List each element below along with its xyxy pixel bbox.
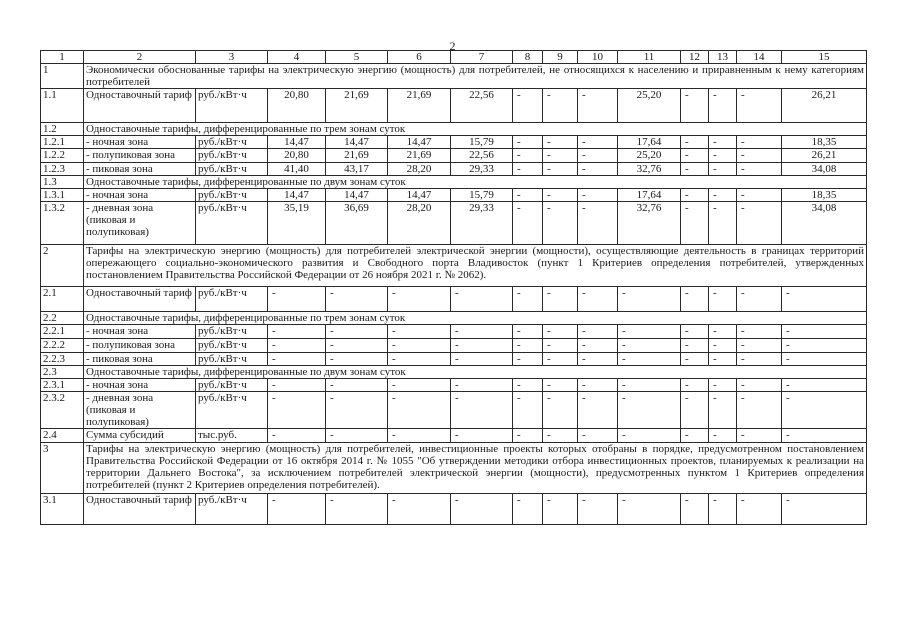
tariff-value: - bbox=[709, 339, 737, 353]
tariff-value: - bbox=[681, 339, 709, 353]
unit: руб./кВт·ч bbox=[196, 189, 268, 202]
tariff-value: - bbox=[578, 379, 618, 392]
tariff-value: - bbox=[513, 325, 543, 339]
tariff-value: - bbox=[513, 202, 543, 245]
tariff-value: 15,79 bbox=[451, 136, 513, 149]
tariff-value: 22,56 bbox=[451, 149, 513, 163]
section-row bbox=[41, 245, 867, 287]
tariff-value: - bbox=[451, 429, 513, 443]
tariff-value: - bbox=[782, 379, 867, 392]
tariff-name: - полупиковая зона bbox=[84, 149, 196, 163]
tariff-value: - bbox=[618, 392, 681, 429]
tariff-value: - bbox=[543, 136, 578, 149]
section-row bbox=[41, 123, 867, 136]
tariff-value: - bbox=[578, 149, 618, 163]
tariff-value: - bbox=[737, 339, 782, 353]
tariff-value: - bbox=[543, 379, 578, 392]
tariff-value: 25,20 bbox=[618, 89, 681, 123]
tariff-value: - bbox=[681, 392, 709, 429]
tariff-value: - bbox=[578, 392, 618, 429]
tariff-name: - пиковая зона bbox=[84, 353, 196, 366]
tariff-value: - bbox=[543, 89, 578, 123]
row-number: 1 bbox=[41, 64, 84, 89]
section-title: Одноставочные тарифы, дифференцированные по двум зонам суток bbox=[84, 176, 867, 189]
tariff-value: - bbox=[782, 325, 867, 339]
tariff-value: - bbox=[543, 494, 578, 525]
section-title: Тарифы на электрическую энергию (мощность) для потребителей, инвестиционные проекты которых отобраны в порядке, предусмотренном постановлением Правительства Российской Федерации от 16 октября 2014 г. № 1055 "Об утверждении методики отбора инвестиционных проектов, планируемых к реализации на территории Дальнего Востока", за исключением потребителей электрической энергии (мощности), предусмотренных пунктом 1 Критериев определения потребителей (пункт 2 Критериев определения потребителей). bbox=[84, 443, 867, 494]
tariff-value: - bbox=[618, 379, 681, 392]
tariff-value: - bbox=[709, 429, 737, 443]
tariff-name: - дневная зона (пиковая и полупиковая) bbox=[84, 392, 196, 429]
tariff-value: - bbox=[451, 392, 513, 429]
tariff-value: 21,69 bbox=[388, 149, 451, 163]
tariff-value: - bbox=[513, 149, 543, 163]
tariff-value: - bbox=[737, 163, 782, 176]
row-number: 2.2.3 bbox=[41, 353, 84, 366]
tariff-value: 14,47 bbox=[388, 189, 451, 202]
tariff-value: - bbox=[513, 429, 543, 443]
column-header: 15 bbox=[782, 51, 867, 64]
tariff-value: - bbox=[737, 189, 782, 202]
column-header: 7 bbox=[451, 51, 513, 64]
column-header: 1 bbox=[41, 51, 84, 64]
unit: руб./кВт·ч bbox=[196, 163, 268, 176]
tariff-value: - bbox=[681, 325, 709, 339]
tariff-value: - bbox=[513, 136, 543, 149]
tariff-value: - bbox=[578, 136, 618, 149]
tariff-name: - полупиковая зона bbox=[84, 339, 196, 353]
tariff-value: - bbox=[709, 392, 737, 429]
column-header: 11 bbox=[618, 51, 681, 64]
tariff-value: - bbox=[326, 353, 388, 366]
row-number: 2.2.1 bbox=[41, 325, 84, 339]
page-number: 2 bbox=[449, 39, 456, 53]
tariff-value: - bbox=[543, 189, 578, 202]
tariff-value: - bbox=[388, 429, 451, 443]
tariff-value: 14,47 bbox=[388, 136, 451, 149]
tariff-value: - bbox=[268, 392, 326, 429]
tariff-value: - bbox=[326, 392, 388, 429]
tariff-value: - bbox=[268, 287, 326, 312]
column-header: 3 bbox=[196, 51, 268, 64]
tariff-value: - bbox=[543, 325, 578, 339]
tariff-value: - bbox=[513, 339, 543, 353]
tariff-value: - bbox=[681, 163, 709, 176]
tariff-value: 32,76 bbox=[618, 202, 681, 245]
column-header: 13 bbox=[709, 51, 737, 64]
tariff-value: - bbox=[782, 392, 867, 429]
column-header: 2 bbox=[84, 51, 196, 64]
tariff-value: 29,33 bbox=[451, 163, 513, 176]
tariff-value: - bbox=[543, 339, 578, 353]
tariff-value: - bbox=[578, 163, 618, 176]
tariff-value: - bbox=[737, 89, 782, 123]
tariff-value: - bbox=[737, 325, 782, 339]
tariff-value: - bbox=[268, 353, 326, 366]
tariff-value: 35,19 bbox=[268, 202, 326, 245]
tariff-value: 22,56 bbox=[451, 89, 513, 123]
tariff-value: - bbox=[737, 136, 782, 149]
table-row bbox=[41, 189, 867, 202]
tariff-value: - bbox=[326, 494, 388, 525]
header-row bbox=[41, 51, 867, 64]
tariff-name: - ночная зона bbox=[84, 136, 196, 149]
tariff-name: - ночная зона bbox=[84, 379, 196, 392]
tariff-name: - ночная зона bbox=[84, 325, 196, 339]
tariff-value: - bbox=[681, 287, 709, 312]
unit: руб./кВт·ч bbox=[196, 149, 268, 163]
tariff-value: 32,76 bbox=[618, 163, 681, 176]
tariff-value: - bbox=[737, 149, 782, 163]
tariff-value: - bbox=[451, 494, 513, 525]
row-number: 2.3.2 bbox=[41, 392, 84, 429]
tariff-value: 41,40 bbox=[268, 163, 326, 176]
tariff-value: 21,69 bbox=[326, 89, 388, 123]
tariff-name: Одноставочный тариф bbox=[84, 287, 196, 312]
row-number: 1.1 bbox=[41, 89, 84, 123]
tariff-value: - bbox=[681, 494, 709, 525]
tariff-value: - bbox=[681, 149, 709, 163]
table-row bbox=[41, 287, 867, 312]
tariff-value: - bbox=[709, 136, 737, 149]
row-number: 1.2.1 bbox=[41, 136, 84, 149]
tariff-value: - bbox=[268, 429, 326, 443]
tariff-value: - bbox=[709, 149, 737, 163]
tariff-value: - bbox=[578, 89, 618, 123]
tariff-value: - bbox=[388, 392, 451, 429]
tariff-value: - bbox=[578, 353, 618, 366]
tariff-value: 21,69 bbox=[326, 149, 388, 163]
tariff-value: - bbox=[543, 392, 578, 429]
tariff-value: - bbox=[782, 353, 867, 366]
column-header: 12 bbox=[681, 51, 709, 64]
column-header: 6 bbox=[388, 51, 451, 64]
tariff-value: 34,08 bbox=[782, 202, 867, 245]
tariff-value: - bbox=[326, 339, 388, 353]
table-row bbox=[41, 339, 867, 353]
tariff-value: - bbox=[543, 202, 578, 245]
row-number: 2.3 bbox=[41, 366, 84, 379]
unit: руб./кВт·ч bbox=[196, 353, 268, 366]
tariff-value: - bbox=[388, 353, 451, 366]
tariff-value: - bbox=[737, 353, 782, 366]
column-header: 10 bbox=[578, 51, 618, 64]
tariff-value: - bbox=[268, 494, 326, 525]
tariff-value: - bbox=[681, 189, 709, 202]
row-number: 1.3.2 bbox=[41, 202, 84, 245]
tariff-value: - bbox=[268, 339, 326, 353]
column-header: 14 bbox=[737, 51, 782, 64]
tariff-value: - bbox=[451, 287, 513, 312]
row-number: 2.3.1 bbox=[41, 379, 84, 392]
tariff-value: - bbox=[451, 325, 513, 339]
tariff-value: - bbox=[388, 325, 451, 339]
section-row bbox=[41, 312, 867, 325]
tariff-value: - bbox=[578, 494, 618, 525]
tariff-name: Сумма субсидий bbox=[84, 429, 196, 443]
tariff-value: 17,64 bbox=[618, 136, 681, 149]
row-number: 1.3 bbox=[41, 176, 84, 189]
tariff-value: - bbox=[543, 429, 578, 443]
table-row bbox=[41, 202, 867, 245]
tariff-name: - дневная зона (пиковая и полупиковая) bbox=[84, 202, 196, 245]
tariff-value: - bbox=[737, 494, 782, 525]
section-title: Экономически обоснованные тарифы на электрическую энергию (мощность) для потребителей, не относящихся к населению и приравненным к нему категориям потребителей bbox=[84, 64, 867, 89]
row-number: 2 bbox=[41, 245, 84, 287]
tariff-value: 15,79 bbox=[451, 189, 513, 202]
row-number: 1.2.2 bbox=[41, 149, 84, 163]
tariff-value: - bbox=[388, 379, 451, 392]
tariff-value: 34,08 bbox=[782, 163, 867, 176]
section-title: Одноставочные тарифы, дифференцированные по трем зонам суток bbox=[84, 312, 867, 325]
table-row bbox=[41, 494, 867, 525]
tariff-value: 26,21 bbox=[782, 149, 867, 163]
tariff-value: 14,47 bbox=[268, 136, 326, 149]
tariff-value: - bbox=[709, 325, 737, 339]
tariff-value: - bbox=[782, 287, 867, 312]
unit: руб./кВт·ч bbox=[196, 287, 268, 312]
table-row bbox=[41, 353, 867, 366]
tariff-value: - bbox=[618, 287, 681, 312]
tariff-value: 18,35 bbox=[782, 136, 867, 149]
tariff-value: - bbox=[618, 325, 681, 339]
tariff-value: - bbox=[681, 89, 709, 123]
tariff-value: 14,47 bbox=[268, 189, 326, 202]
row-number: 2.2 bbox=[41, 312, 84, 325]
tariff-value: - bbox=[709, 287, 737, 312]
tariff-value: - bbox=[737, 392, 782, 429]
tariff-value: - bbox=[543, 149, 578, 163]
tariff-value: - bbox=[326, 429, 388, 443]
tariff-name: - пиковая зона bbox=[84, 163, 196, 176]
tariff-name: - ночная зона bbox=[84, 189, 196, 202]
tariff-value: 28,20 bbox=[388, 163, 451, 176]
tariff-value: 14,47 bbox=[326, 189, 388, 202]
section-title: Тарифы на электрическую энергию (мощность) для потребителей электрической энергии (мощности), осуществляющие деятельность в границах территорий опережающего социально-экономического развития и Свободного порта Владивосток (пункт 1 Критериев определения потребителей, утвержденных постановлением Правительства Российской Федерации от 26 ноября 2021 г. № 2062). bbox=[84, 245, 867, 287]
tariff-value: 17,64 bbox=[618, 189, 681, 202]
tariff-value: - bbox=[709, 494, 737, 525]
table-row bbox=[41, 325, 867, 339]
column-header: 5 bbox=[326, 51, 388, 64]
unit: руб./кВт·ч bbox=[196, 392, 268, 429]
tariff-value: - bbox=[388, 494, 451, 525]
tariff-value: - bbox=[681, 136, 709, 149]
row-number: 3.1 bbox=[41, 494, 84, 525]
unit: руб./кВт·ч bbox=[196, 89, 268, 123]
tariff-value: - bbox=[451, 353, 513, 366]
tariff-value: - bbox=[513, 89, 543, 123]
tariff-value: - bbox=[681, 379, 709, 392]
tariff-value: - bbox=[513, 379, 543, 392]
row-number: 3 bbox=[41, 443, 84, 494]
row-number: 2.1 bbox=[41, 287, 84, 312]
unit: руб./кВт·ч bbox=[196, 339, 268, 353]
tariff-value: - bbox=[388, 287, 451, 312]
tariff-value: - bbox=[578, 339, 618, 353]
tariff-value: 36,69 bbox=[326, 202, 388, 245]
section-row bbox=[41, 176, 867, 189]
column-header: 9 bbox=[543, 51, 578, 64]
unit: руб./кВт·ч bbox=[196, 379, 268, 392]
tariff-table bbox=[40, 50, 867, 525]
tariff-value: - bbox=[543, 353, 578, 366]
row-number: 2.2.2 bbox=[41, 339, 84, 353]
unit: руб./кВт·ч bbox=[196, 136, 268, 149]
tariff-name: Одноставочный тариф bbox=[84, 494, 196, 525]
table-row bbox=[41, 149, 867, 163]
tariff-value: - bbox=[709, 89, 737, 123]
tariff-value: - bbox=[737, 429, 782, 443]
tariff-value: - bbox=[513, 287, 543, 312]
tariff-value: - bbox=[326, 379, 388, 392]
tariff-value: - bbox=[709, 202, 737, 245]
table-row bbox=[41, 163, 867, 176]
table-row bbox=[41, 429, 867, 443]
section-title: Одноставочные тарифы, дифференцированные по двум зонам суток bbox=[84, 366, 867, 379]
tariff-value: - bbox=[618, 494, 681, 525]
tariff-value: - bbox=[268, 325, 326, 339]
table-row bbox=[41, 392, 867, 429]
tariff-value: - bbox=[737, 379, 782, 392]
tariff-value: - bbox=[782, 339, 867, 353]
unit: руб./кВт·ч bbox=[196, 494, 268, 525]
tariff-value: - bbox=[388, 339, 451, 353]
tariff-value: - bbox=[681, 429, 709, 443]
tariff-value: - bbox=[578, 325, 618, 339]
tariff-value: - bbox=[709, 353, 737, 366]
tariff-value: - bbox=[451, 339, 513, 353]
column-header: 4 bbox=[268, 51, 326, 64]
tariff-value: - bbox=[543, 287, 578, 312]
column-header: 8 bbox=[513, 51, 543, 64]
section-row bbox=[41, 64, 867, 89]
tariff-value: 29,33 bbox=[451, 202, 513, 245]
tariff-value: 26,21 bbox=[782, 89, 867, 123]
tariff-value: 43,17 bbox=[326, 163, 388, 176]
tariff-value: 20,80 bbox=[268, 149, 326, 163]
tariff-value: - bbox=[618, 429, 681, 443]
tariff-value: - bbox=[578, 429, 618, 443]
tariff-name: Одноставочный тариф bbox=[84, 89, 196, 123]
tariff-value: 28,20 bbox=[388, 202, 451, 245]
tariff-value: 14,47 bbox=[326, 136, 388, 149]
tariff-value: - bbox=[513, 353, 543, 366]
tariff-value: - bbox=[782, 494, 867, 525]
table-row bbox=[41, 89, 867, 123]
unit: руб./кВт·ч bbox=[196, 325, 268, 339]
section-title: Одноставочные тарифы, дифференцированные по трем зонам суток bbox=[84, 123, 867, 136]
tariff-value: - bbox=[737, 202, 782, 245]
tariff-value: 25,20 bbox=[618, 149, 681, 163]
tariff-value: - bbox=[709, 379, 737, 392]
row-number: 1.2.3 bbox=[41, 163, 84, 176]
section-row bbox=[41, 443, 867, 494]
row-number: 1.2 bbox=[41, 123, 84, 136]
table-row bbox=[41, 136, 867, 149]
tariff-value: - bbox=[709, 163, 737, 176]
tariff-value: - bbox=[782, 429, 867, 443]
tariff-value: - bbox=[268, 379, 326, 392]
section-row bbox=[41, 366, 867, 379]
tariff-value: - bbox=[737, 287, 782, 312]
table-row bbox=[41, 379, 867, 392]
tariff-value: - bbox=[618, 339, 681, 353]
tariff-value: - bbox=[451, 379, 513, 392]
unit: руб./кВт·ч bbox=[196, 202, 268, 245]
tariff-value: - bbox=[513, 392, 543, 429]
tariff-value: 20,80 bbox=[268, 89, 326, 123]
tariff-value: - bbox=[326, 287, 388, 312]
tariff-value: 21,69 bbox=[388, 89, 451, 123]
tariff-value: - bbox=[709, 189, 737, 202]
tariff-value: 18,35 bbox=[782, 189, 867, 202]
tariff-value: - bbox=[578, 189, 618, 202]
row-number: 1.3.1 bbox=[41, 189, 84, 202]
tariff-value: - bbox=[618, 353, 681, 366]
row-number: 2.4 bbox=[41, 429, 84, 443]
tariff-value: - bbox=[681, 202, 709, 245]
tariff-value: - bbox=[326, 325, 388, 339]
tariff-value: - bbox=[543, 163, 578, 176]
tariff-value: - bbox=[578, 287, 618, 312]
tariff-value: - bbox=[681, 353, 709, 366]
tariff-value: - bbox=[513, 189, 543, 202]
unit: тыс.руб. bbox=[196, 429, 268, 443]
tariff-value: - bbox=[513, 163, 543, 176]
tariff-value: - bbox=[513, 494, 543, 525]
tariff-value: - bbox=[578, 202, 618, 245]
